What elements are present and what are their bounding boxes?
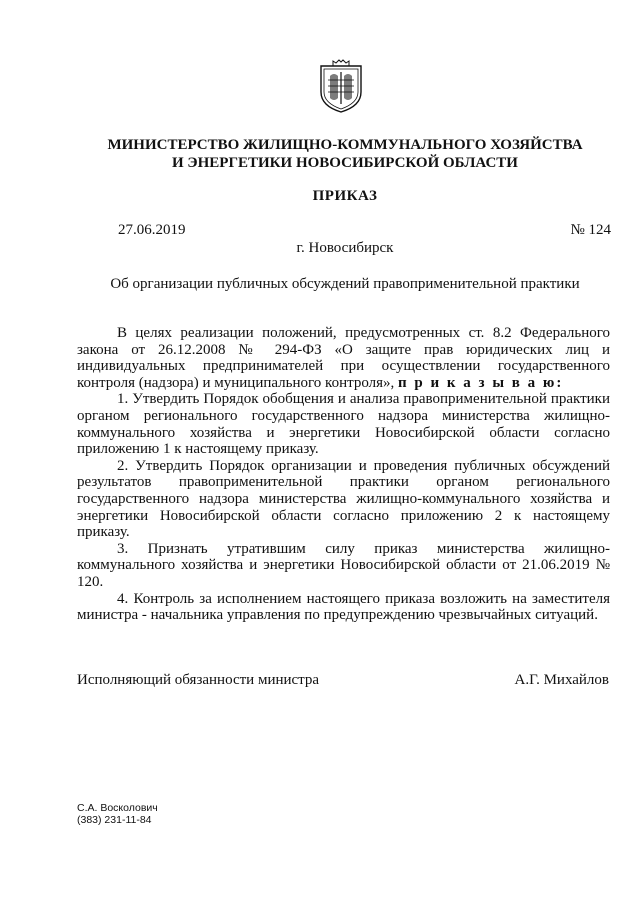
signatory-name: А.Г. Михайлов — [514, 672, 609, 688]
paragraph-3: 3. Признать утратившим силу приказ министерства жилищно-коммунального хозяйства и энергетики Новосибирской области от 21.06.2019 № 120. — [77, 540, 610, 590]
paragraph-4: 4. Контроль за исполнением настоящего приказа возложить на заместителя министра - начальника управления по предупреждению чрезвычайных ситуаций. — [77, 590, 610, 624]
coat-of-arms-icon — [318, 58, 364, 114]
executor-info — [77, 802, 158, 826]
ministry-name-line2: И ЭНЕРГЕТИКИ НОВОСИБИРСКОЙ ОБЛАСТИ — [172, 155, 518, 171]
document-number: № 124 — [570, 222, 611, 238]
ministry-name-line1: МИНИСТЕРСТВО ЖИЛИЩНО-КОММУНАЛЬНОГО ХОЗЯЙСТВА — [107, 137, 583, 153]
order-word: п р и к а з ы в а ю: — [398, 374, 564, 391]
intro-paragraph — [77, 325, 610, 391]
document-body — [77, 325, 610, 624]
executor-phone: (383) 231-11-84 — [77, 814, 152, 826]
document-type: ПРИКАЗ — [312, 188, 378, 204]
document-subject: Об организации публичных обсуждений правоприменительной практики — [110, 276, 580, 292]
paragraph-1: 1. Утвердить Порядок обобщения и анализа правоприменительной практики органом регионального государственного надзора министерства жилищно-коммунального хозяйства и энергетики Новосибирской области согласно приложению 1 к настоящему приказу. — [77, 391, 610, 458]
signatory-role: Исполняющий обязанности министра — [77, 672, 320, 688]
intro-text: В целях реализации положений, предусмотренных ст. 8.2 Федерального закона от 26.12.2008 № 294-ФЗ «О защите прав юридических лиц и индивидуальных предпринимателей при осуществлении государственного контроля (надзора) и муниципального контроля», — [77, 325, 610, 391]
document-city: г. Новосибирск — [296, 240, 394, 256]
document-date: 27.06.2019 — [118, 222, 186, 238]
executor-name: С.А. Восколович — [77, 802, 158, 814]
paragraph-2: 2. Утвердить Порядок организации и проведения публичных обсуждений результатов правоприменительной практики органом регионального государственного надзора министерства жилищно-коммунального хозяйства и энергетики Новосибирской области согласно приложению 2 к настоящему приказу. — [77, 457, 610, 541]
